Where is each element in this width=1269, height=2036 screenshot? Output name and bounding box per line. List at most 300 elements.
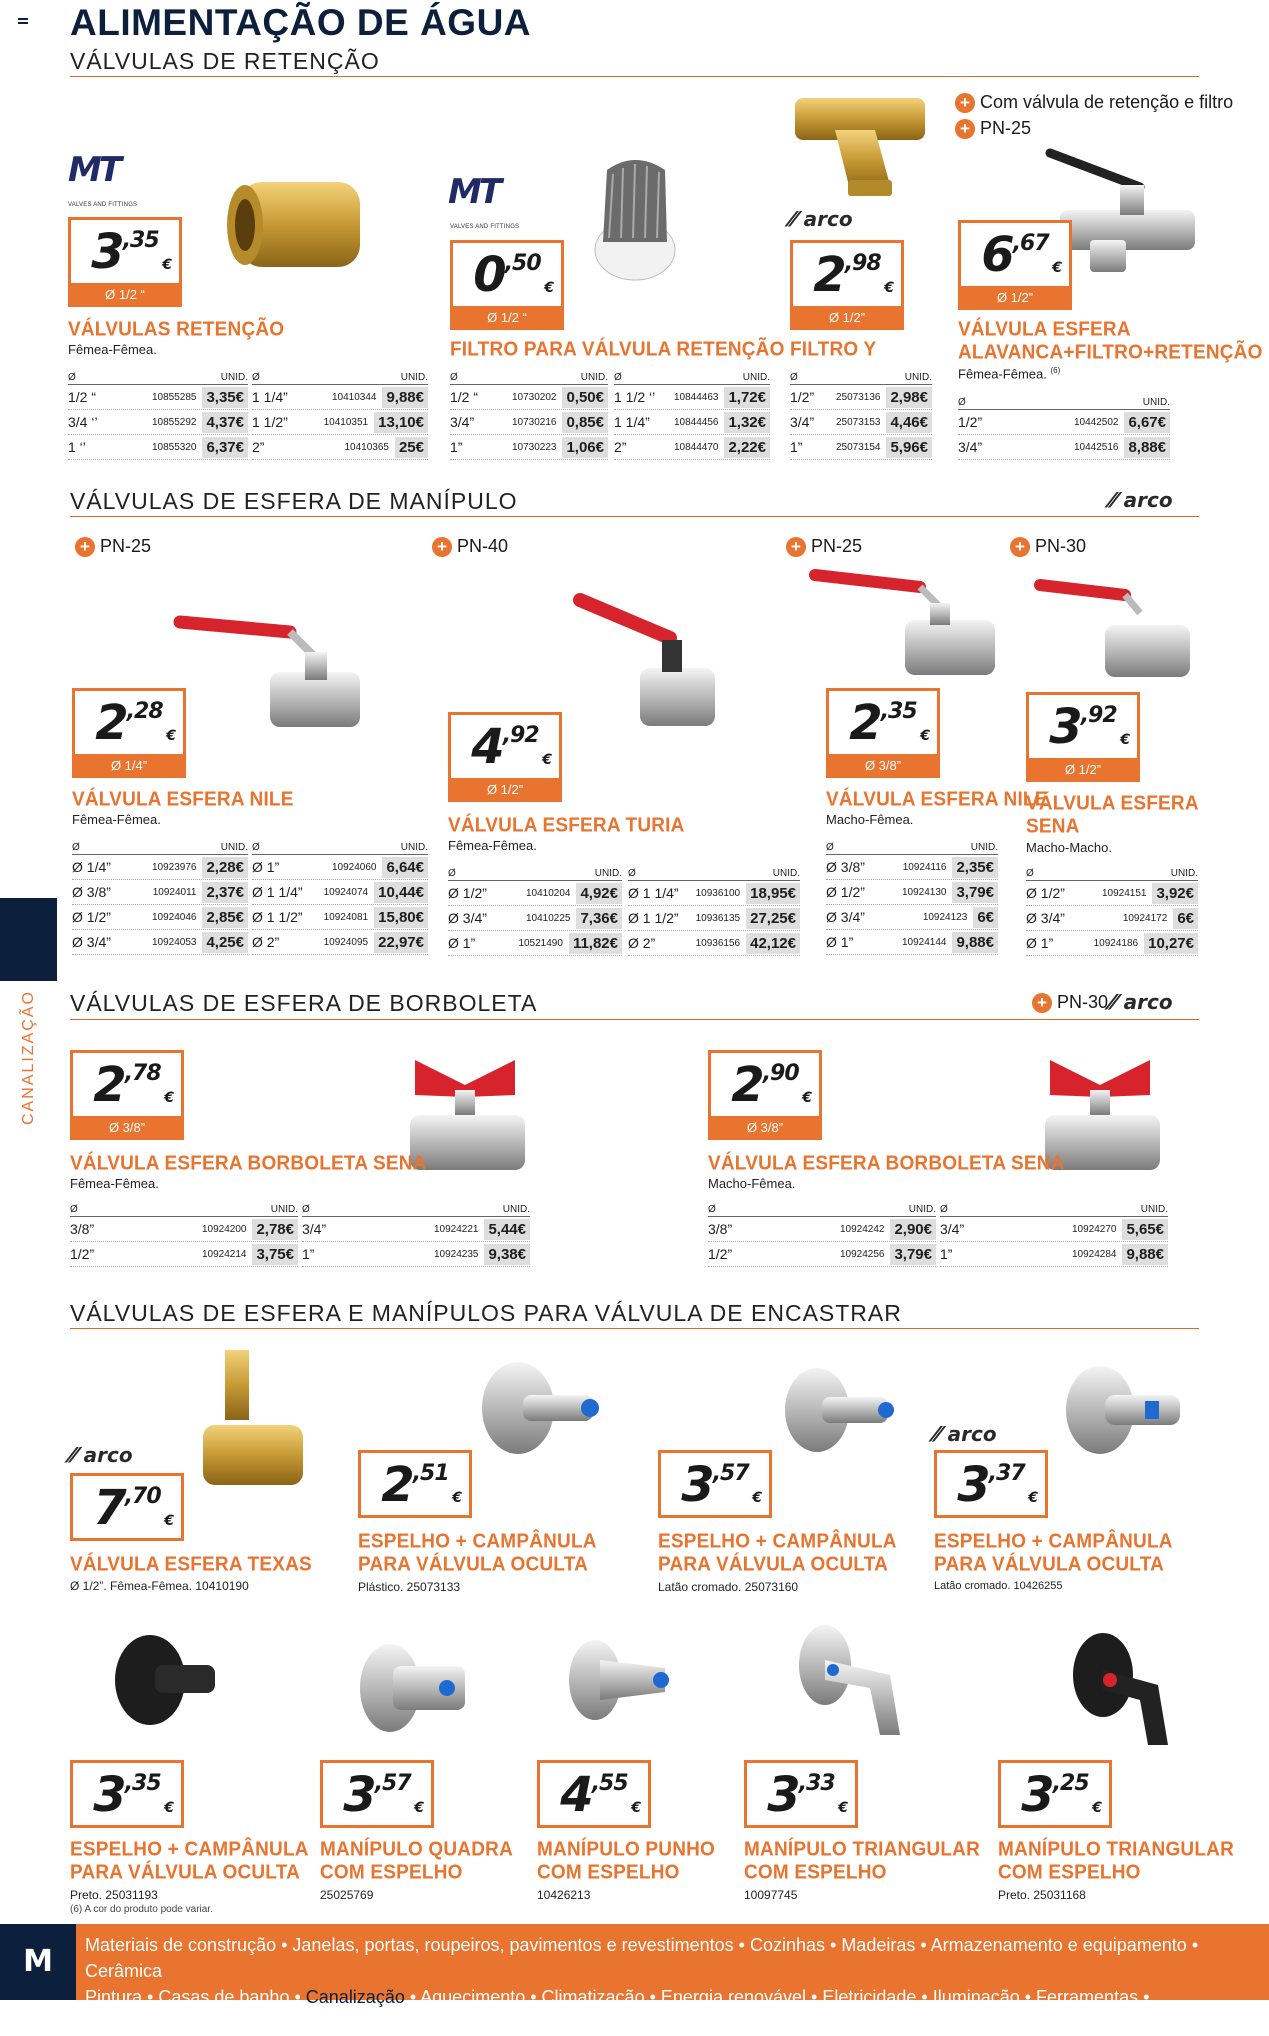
product-name: VÁLVULA ESFERA BORBOLETA SENA (70, 1152, 427, 1175)
category-link[interactable]: Energia renovável (660, 1987, 806, 2007)
row-price: 42,12€ (746, 933, 800, 954)
table-row (958, 410, 1170, 435)
row-ref: 10936135 (695, 912, 741, 924)
badge-pn25: + PN-25 (955, 118, 1031, 139)
row-ref: 10924284 (1071, 1248, 1117, 1260)
price-table (302, 1202, 530, 1267)
price-tag: 3,37 € (934, 1450, 1048, 1518)
row-price: 5,44€ (484, 1219, 530, 1240)
separator: • (733, 1935, 750, 1955)
escutcheon-image (1060, 1365, 1190, 1460)
table-header (826, 840, 998, 855)
row-ref: 10442516 (1073, 441, 1119, 453)
table-row (252, 930, 428, 955)
divider (70, 76, 1199, 77)
y-filter-image (790, 90, 930, 200)
row-ref: 10730202 (511, 391, 557, 403)
row-size: 1 1/4” (252, 389, 288, 405)
row-size: Ø 1/2” (826, 884, 865, 900)
table-row (450, 435, 608, 460)
lever-ball-valve-image (1035, 575, 1195, 685)
table-row (790, 385, 932, 410)
row-size: Ø 1/4” (72, 859, 111, 875)
row-ref: 10924074 (323, 886, 369, 898)
price-table (958, 395, 1170, 460)
price-table (70, 1202, 298, 1267)
table-header (1026, 866, 1198, 881)
table-row (448, 931, 622, 956)
footer-bar (0, 1924, 1269, 2033)
product-name: ALAVANCA+FILTRO+RETENÇÃO (958, 341, 1263, 364)
price-tag: 3,57 € (658, 1450, 772, 1518)
table-row (450, 385, 608, 410)
table-header (448, 866, 622, 881)
product-name: ESPELHO + CAMPÂNULA (70, 1838, 309, 1861)
separator: • (142, 1987, 159, 2007)
table-row (1026, 906, 1198, 931)
row-ref: 10936156 (695, 937, 741, 949)
row-size: Ø 2” (252, 934, 280, 950)
row-ref: 10730223 (511, 441, 557, 453)
category-link[interactable]: Canalização (305, 1987, 405, 2007)
row-price: 4,46€ (886, 412, 932, 433)
row-size: 1” (790, 439, 803, 455)
category-link[interactable]: Climatização (541, 1987, 645, 2007)
table-row (450, 410, 608, 435)
row-price: 3,79€ (952, 882, 998, 903)
row-size: 1 1/2” (252, 414, 288, 430)
product-name: VÁLVULA ESFERA (1026, 792, 1199, 815)
table-row (826, 905, 998, 930)
row-ref: 10442502 (1073, 416, 1119, 428)
plus-icon: + (1032, 993, 1052, 1013)
unit-column-header: UNID. (1140, 1204, 1168, 1215)
price-tag: 2,98 € Ø 1/2” (790, 240, 904, 330)
row-size: Ø 1 1/2” (628, 910, 679, 926)
price-tag: 2,51 € (358, 1450, 472, 1518)
row-price: 27,25€ (746, 908, 800, 929)
category-link[interactable]: Casas de banho (158, 1987, 290, 2007)
row-ref: 10924200 (201, 1223, 247, 1235)
price-tag: 2,90 € Ø 3/8” (708, 1050, 822, 1140)
table-row (72, 880, 248, 905)
price-tag: 4,92 € Ø 1/2” (448, 712, 562, 802)
separator: • (289, 1987, 306, 2007)
product-name: VÁLVULA ESFERA (958, 318, 1131, 341)
size-column-header: Ø (940, 1204, 948, 1215)
product-name: ESPELHO + CAMPÂNULA (358, 1530, 597, 1553)
product-subtitle: Plástico. 25073133 (358, 1580, 461, 1594)
row-ref: 10924116 (902, 861, 947, 873)
product-subtitle: Latão cromado. 10426255 (934, 1580, 1063, 1592)
row-price: 4,92€ (576, 883, 622, 904)
size-column-header: Ø (302, 1204, 310, 1215)
row-size: Ø 1” (448, 935, 476, 951)
product-name: ESPELHO + CAMPÂNULA (934, 1530, 1173, 1553)
table-row (70, 1242, 298, 1267)
row-ref: 10410344 (331, 391, 377, 403)
table-row (1026, 881, 1198, 906)
separator: • (1138, 1987, 1150, 2007)
product-name: FILTRO PARA VÁLVULA RETENÇÃO (450, 338, 785, 361)
strainer-filter-image (575, 150, 695, 285)
row-price: 2,90€ (890, 1219, 936, 1240)
separator: • (916, 1987, 933, 2007)
mt-brand-sub: VALVES AND FITTINGS (68, 202, 138, 208)
row-price: 6,37€ (202, 437, 248, 458)
table-row (448, 906, 622, 931)
row-price: 10,27€ (1144, 933, 1198, 954)
product-name: COM ESPELHO (320, 1861, 463, 1884)
row-size: 1/2” (790, 389, 815, 405)
row-size: 1/2” (958, 414, 983, 430)
row-price: 2,78€ (252, 1219, 298, 1240)
separator: • (404, 1987, 421, 2007)
triangular-handle-image (795, 1620, 920, 1740)
row-size: 3/4” (450, 414, 475, 430)
side-category-label: CANALIZAÇÃO (20, 990, 37, 1125)
size-column-header: Ø (708, 1204, 716, 1215)
black-escutcheon-image (110, 1625, 230, 1735)
table-header (614, 370, 770, 385)
row-ref: 10924130 (901, 886, 947, 898)
category-link[interactable]: Madeiras (841, 1935, 916, 1955)
row-ref: 10855320 (151, 441, 197, 453)
row-price: 15,80€ (374, 907, 428, 928)
unit-column-header: UNID. (742, 372, 770, 383)
table-row (826, 855, 998, 880)
product-subtitle: Fêmea-Fêmea. (68, 342, 157, 357)
category-link[interactable]: Ferramentas (1036, 1987, 1139, 2007)
table-row (628, 881, 800, 906)
unit-column-header: UNID. (1142, 397, 1170, 408)
square-handle-image (355, 1638, 480, 1738)
price-tag: 6,67 € Ø 1/2” (958, 220, 1072, 310)
price-tag: 2,78 € Ø 3/8” (70, 1050, 184, 1140)
separator: • (825, 1935, 842, 1955)
table-row (252, 905, 428, 930)
row-size: Ø 1/2” (72, 909, 111, 925)
row-price: 2,98€ (886, 387, 932, 408)
store-logo: M (0, 1924, 76, 2000)
row-size: Ø 3/4” (448, 910, 487, 926)
table-row (252, 385, 428, 410)
divider (70, 1328, 1199, 1329)
plus-icon: + (75, 537, 95, 557)
row-size: Ø 3/4” (826, 909, 865, 925)
arco-brand-logo: ⁄⁄ arco (70, 1443, 133, 1467)
row-size: Ø 1/2” (1026, 885, 1065, 901)
category-nav (85, 1932, 1199, 2036)
badge-pn25: + PN-25 (786, 536, 862, 557)
divider (70, 1019, 1199, 1020)
table-row (826, 930, 998, 955)
ball-valve-filter-image (1050, 145, 1200, 275)
texas-valve-image (195, 1345, 310, 1495)
row-ref: 10410351 (323, 416, 369, 428)
row-price: 1,32€ (724, 412, 770, 433)
table-row (252, 435, 428, 460)
product-name: PARA VÁLVULA OCULTA (358, 1553, 589, 1576)
separator: • (915, 1935, 931, 1955)
product-name: COM ESPELHO (998, 1861, 1141, 1884)
row-price: 25€ (395, 437, 428, 458)
side-tab (0, 898, 57, 981)
product-name: MANÍPULO QUADRA (320, 1838, 513, 1861)
row-ref: 10924235 (433, 1248, 479, 1260)
category-link[interactable]: Aquecimento (420, 1987, 526, 2007)
row-price: 0,85€ (562, 412, 608, 433)
unit-column-header: UNID. (970, 842, 998, 853)
row-ref: 10924081 (323, 911, 369, 923)
row-size: 1/2” (708, 1246, 733, 1262)
row-ref: 10924270 (1071, 1223, 1117, 1235)
price-table (68, 370, 248, 460)
product-name: VÁLVULA ESFERA NILE (826, 788, 1048, 811)
row-ref: 10844463 (673, 391, 719, 403)
row-price: 6,64€ (382, 857, 428, 878)
table-row (1026, 931, 1198, 956)
row-size: 3/4” (958, 439, 983, 455)
row-ref: 10924095 (323, 936, 369, 948)
category-link[interactable]: Cozinhas (749, 1935, 825, 1955)
row-ref: 10924060 (331, 861, 377, 873)
badge-pn25: + PN-25 (75, 536, 151, 557)
table-row (940, 1217, 1168, 1242)
row-ref: 10924046 (151, 911, 197, 923)
row-price: 10,44€ (374, 882, 428, 903)
escutcheon-image (782, 1365, 902, 1455)
product-subtitle: Macho-Macho. (1026, 840, 1112, 855)
arco-brand-logo: ⁄⁄ arco (790, 207, 853, 231)
table-row (448, 881, 622, 906)
row-size: 3/4 ‘’ (68, 414, 98, 430)
page-marker (18, 18, 28, 24)
category-link[interactable]: Ferragens (85, 2013, 168, 2033)
row-price: 22,97€ (374, 932, 428, 953)
row-size: 1 1/2 ‘’ (614, 389, 656, 405)
table-row (614, 385, 770, 410)
size-column-header: Ø (68, 372, 76, 383)
product-name: MANÍPULO TRIANGULAR (744, 1838, 981, 1861)
product-subtitle: Preto. 25031168 (998, 1888, 1086, 1902)
row-price: 2,35€ (952, 857, 998, 878)
footnote: (6) A cor do produto pode variar. (70, 1904, 213, 1915)
row-price: 0,50€ (562, 387, 608, 408)
price-tag: 3,33 € (744, 1760, 858, 1828)
lever-ball-valve-image (175, 612, 365, 732)
price-table (252, 370, 428, 460)
row-ref: 10410204 (525, 887, 571, 899)
plus-icon: + (786, 537, 806, 557)
product-subtitle: Macho-Fêmea. (708, 1176, 796, 1191)
category-link[interactable]: Janelas, portas, roupeiros, pavimentos e revestimentos (292, 1935, 734, 1955)
product-name: VÁLVULA ESFERA BORBOLETA SENA (708, 1152, 1065, 1175)
row-size: 1” (302, 1246, 315, 1262)
row-ref: 10410365 (344, 441, 389, 453)
row-size: 2” (252, 439, 265, 455)
row-ref: 10924172 (1122, 912, 1168, 924)
table-row (790, 435, 932, 460)
price-table (826, 840, 998, 955)
separator: • (525, 1987, 542, 2007)
table-header (68, 370, 248, 385)
row-size: 3/4” (790, 414, 815, 430)
row-size: 1” (940, 1246, 953, 1262)
price-tag: 2,35 € Ø 3/8” (826, 688, 940, 778)
category-link[interactable]: Eletricidade (822, 1987, 917, 2007)
size-column-header: Ø (450, 372, 458, 383)
row-ref: 10410225 (525, 912, 571, 924)
row-size: Ø 3/4” (72, 934, 111, 950)
row-size: Ø 1/2” (448, 885, 487, 901)
table-row (68, 385, 248, 410)
category-link[interactable]: Iluminação (932, 1987, 1020, 2007)
table-row (72, 930, 248, 955)
price-tag: 3,35 € Ø 1/2 “ (68, 217, 182, 307)
table-row (68, 410, 248, 435)
table-row (72, 905, 248, 930)
row-price: 6,67€ (1124, 412, 1170, 433)
arco-brand-logo: ⁄⁄ arco (1110, 990, 1173, 1014)
table-row (252, 880, 428, 905)
row-ref: 10924256 (839, 1248, 885, 1260)
size-column-header: Ø (826, 842, 834, 853)
table-header (790, 370, 932, 385)
row-price: 6€ (1173, 908, 1198, 929)
product-subtitle: 25025769 (320, 1888, 374, 1902)
row-price: 4,25€ (202, 932, 248, 953)
separator: • (1186, 1935, 1199, 1955)
arco-brand-logo: ⁄⁄ arco (934, 1422, 997, 1446)
category-link[interactable]: Materiais de construção (85, 1935, 277, 1955)
row-size: Ø 3/8” (72, 884, 111, 900)
row-ref: 10855285 (151, 391, 197, 403)
unit-column-header: UNID. (220, 842, 248, 853)
table-header (958, 395, 1170, 410)
price-table (1026, 866, 1198, 956)
price-table (940, 1202, 1168, 1267)
section-title-retencao: VÁLVULAS DE RETENÇÃO (70, 48, 380, 74)
table-header (302, 1202, 530, 1217)
price-tag: 3,35 € (70, 1760, 184, 1828)
product-name: PARA VÁLVULA OCULTA (658, 1553, 889, 1576)
row-price: 9,88€ (1122, 1244, 1168, 1265)
table-row (252, 855, 428, 880)
price-table (628, 866, 800, 956)
row-size: Ø 1” (1026, 935, 1054, 951)
row-size: 3/8” (70, 1221, 95, 1237)
row-ref: 10924144 (901, 936, 947, 948)
product-subtitle: Macho-Fêmea. (826, 812, 914, 827)
separator: • (644, 1987, 661, 2007)
product-name: VÁLVULA ESFERA TEXAS (70, 1553, 312, 1576)
row-size: Ø 1 1/2” (252, 909, 303, 925)
badge-pn40: + PN-40 (432, 536, 508, 557)
table-row (826, 880, 998, 905)
row-ref: 10924186 (1093, 937, 1139, 949)
row-ref: 10924221 (433, 1223, 479, 1235)
row-ref: 10730216 (511, 416, 557, 428)
size-column-header: Ø (790, 372, 798, 383)
unit-column-header: UNID. (502, 1204, 530, 1215)
row-price: 2,37€ (202, 882, 248, 903)
unit-column-header: UNID. (400, 842, 428, 853)
price-tag: 2,28 € Ø 1/4” (72, 688, 186, 778)
size-column-header: Ø (614, 372, 622, 383)
row-price: 7,36€ (576, 908, 622, 929)
row-size: Ø 3/8” (826, 859, 865, 875)
row-ref: 25073153 (835, 416, 881, 428)
product-name: VÁLVULAS RETENÇÃO (68, 318, 285, 341)
lever-ball-valve-image (560, 590, 720, 740)
row-size: 3/4” (302, 1221, 327, 1237)
row-size: 1/2 “ (68, 389, 97, 405)
unit-column-header: UNID. (580, 372, 608, 383)
price-tag: 3,92 € Ø 1/2” (1026, 692, 1140, 782)
product-name: MANÍPULO TRIANGULAR (998, 1838, 1235, 1861)
category-link[interactable]: Pintura (85, 1987, 143, 2007)
badge-pn30: + PN-30 (1032, 992, 1108, 1013)
unit-column-header: UNID. (904, 372, 932, 383)
separator: • (1019, 1987, 1037, 2007)
escutcheon-image (478, 1360, 608, 1455)
table-row (940, 1242, 1168, 1267)
table-row (708, 1217, 936, 1242)
row-size: 1” (450, 439, 463, 455)
category-link[interactable]: Armazenamento e equipamento (930, 1935, 1187, 1955)
page-title: ALIMENTAÇÃO DE ÁGUA (70, 2, 532, 43)
product-name: VÁLVULA ESFERA TURIA (448, 814, 685, 837)
row-size: Ø 1 1/4” (252, 884, 303, 900)
lever-ball-valve-image (810, 565, 1000, 680)
row-size: 1 ‘’ (68, 439, 86, 455)
table-row (614, 435, 770, 460)
product-name: COM ESPELHO (744, 1861, 887, 1884)
price-tag: 3,57 € (320, 1760, 434, 1828)
section-title-manipulo: VÁLVULAS DE ESFERA DE MANÍPULO (70, 488, 518, 514)
badge-retencao-filtro: + Com válvula de retenção e filtro (955, 92, 1233, 113)
arco-brand-logo: ⁄⁄ arco (1110, 488, 1173, 512)
plus-icon: + (955, 93, 975, 113)
size-column-header: Ø (70, 1204, 78, 1215)
row-price: 9,38€ (484, 1244, 530, 1265)
row-price: 4,37€ (202, 412, 248, 433)
unit-column-header: UNID. (1170, 868, 1198, 879)
table-row (628, 906, 800, 931)
row-size: 1/2” (70, 1246, 95, 1262)
mt-brand-sub: VALVES AND FITTINGS (450, 224, 520, 230)
price-table (72, 840, 248, 955)
size-column-header: Ø (252, 842, 260, 853)
row-price: 2,22€ (724, 437, 770, 458)
row-price: 9,88€ (952, 932, 998, 953)
row-price: 3,92€ (1152, 883, 1198, 904)
table-header (708, 1202, 936, 1217)
table-header (940, 1202, 1168, 1217)
unit-column-header: UNID. (594, 868, 622, 879)
mt-brand-logo: MT (68, 150, 120, 190)
category-link[interactable]: Cerâmica (85, 1961, 163, 1981)
size-column-header: Ø (1026, 868, 1034, 879)
table-header (628, 866, 800, 881)
price-tag: 3,25 € (998, 1760, 1112, 1828)
row-ref: 10844470 (673, 441, 719, 453)
product-subtitle: Fêmea-Fêmea. (70, 1176, 159, 1191)
row-size: Ø 1 1/4” (628, 885, 679, 901)
row-ref: 10924242 (839, 1223, 885, 1235)
product-name: COM ESPELHO (537, 1861, 680, 1884)
